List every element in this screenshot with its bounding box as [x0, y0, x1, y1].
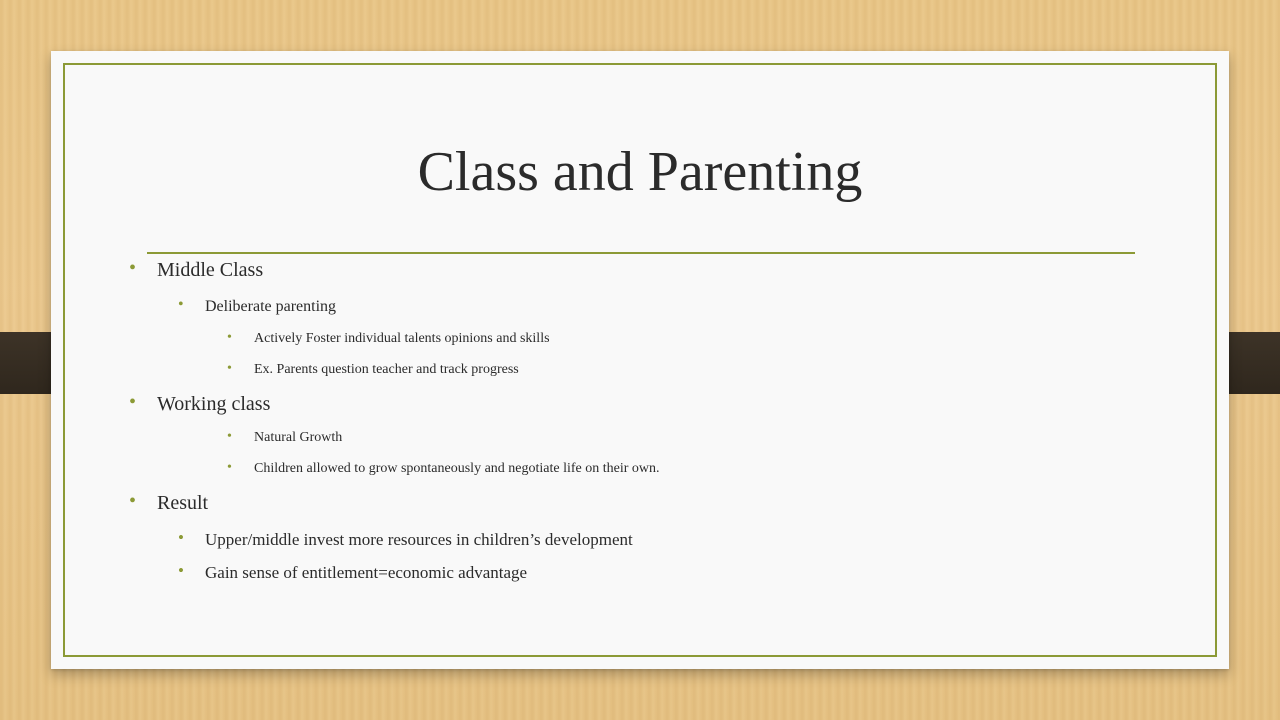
slide-title: Class and Parenting [417, 141, 863, 203]
bullet-text: Gain sense of entitlement=economic advantage [205, 563, 528, 582]
bullet-item-actively-foster [227, 330, 550, 347]
bullet-item-deliberate-parenting [178, 296, 337, 316]
bullet-item-ex-parents [227, 361, 519, 378]
bullet-text: Working class [157, 393, 271, 415]
bullet-dot: • [178, 528, 184, 547]
bullet-text: Natural Growth [254, 430, 343, 445]
bullet-item-working-class [129, 391, 271, 416]
bullet-dot: • [129, 490, 137, 512]
bullet-text: Deliberate parenting [205, 298, 337, 315]
bullet-item-gain-sense [178, 561, 528, 583]
bullet-item-children-allowed [227, 460, 660, 477]
bullet-item-result [129, 490, 209, 515]
bullet-dot: • [227, 330, 232, 345]
bullet-dot: • [178, 296, 184, 313]
bullet-item-middle-class [129, 257, 264, 282]
bullet-text: Result [157, 492, 209, 514]
bullet-dot: • [227, 460, 232, 475]
bullet-text: Middle Class [157, 259, 264, 281]
bullet-dot: • [227, 429, 232, 444]
bullet-dot: • [178, 561, 184, 580]
bullet-text: Children allowed to grow spontaneously and negotiate life on their own. [254, 461, 660, 476]
slide-paper [51, 51, 1229, 669]
bullet-text: Ex. Parents question teacher and track progress [254, 362, 519, 377]
bullet-item-natural-growth [227, 429, 343, 446]
bullet-dot: • [227, 361, 232, 376]
bullet-dot: • [129, 391, 137, 413]
bullet-text: Actively Foster individual talents opinions and skills [254, 331, 550, 346]
bullet-text: Upper/middle invest more resources in children’s development [205, 530, 633, 549]
title-divider [147, 252, 1135, 254]
bullet-dot: • [129, 257, 137, 279]
bullet-item-upper-middle [178, 528, 633, 550]
